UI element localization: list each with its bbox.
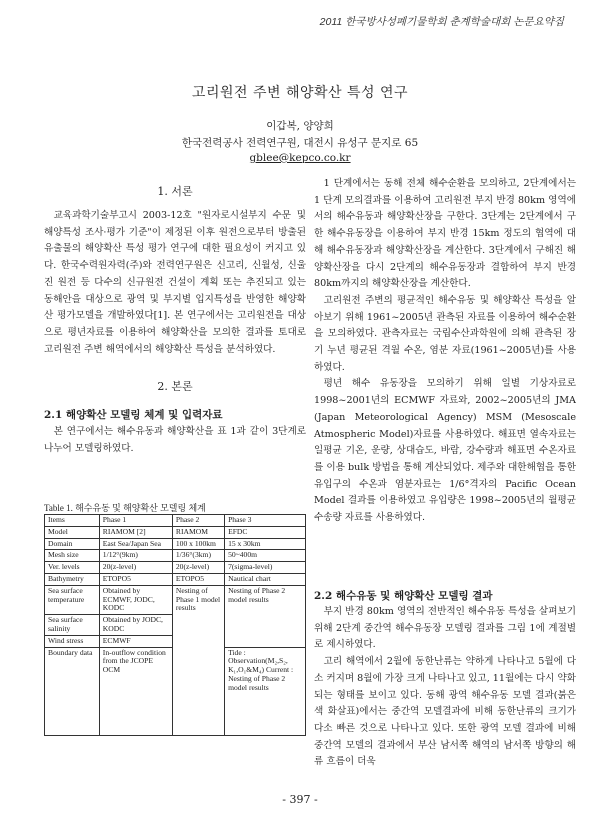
- table-cell: ETOPO5: [172, 573, 224, 585]
- section-2-2-heading: 2.2 해수유동 및 해양확산 모델링 결과: [314, 590, 493, 602]
- table-cell-merged: Nesting of Phase 1 model results: [172, 585, 224, 735]
- table-cell: Domain: [45, 538, 100, 550]
- table-cell: 1/36°(3km): [172, 550, 224, 562]
- table-row: [45, 538, 306, 550]
- table-row: [45, 550, 306, 562]
- table-cell: 1/12°(9km): [99, 550, 172, 562]
- table-cell: Bathymetry: [45, 573, 100, 585]
- section-1-heading: 1. 서론: [157, 185, 193, 198]
- table-cell: Phase 1: [99, 515, 172, 527]
- table-cell: Nautical chart: [225, 573, 306, 585]
- table-cell: 15 x 30km: [225, 538, 306, 550]
- section-2-1-body: [44, 424, 306, 457]
- table-cell: Boundary data: [45, 647, 100, 735]
- table-cell: 7(sigma-level): [225, 562, 306, 574]
- table-cell: ECMWF: [99, 635, 172, 647]
- section-2-2-body: [314, 604, 576, 771]
- conference-header: 2011 한국방사성폐기물학회 춘계학술대회 논문요약집: [319, 16, 564, 28]
- table-row: [45, 585, 306, 614]
- modeling-table: [44, 514, 306, 736]
- table-cell: Phase 2: [172, 515, 224, 527]
- table-cell: Sea surface salinity: [45, 615, 100, 636]
- table-row: [45, 562, 306, 574]
- page-number: - 397 -: [282, 793, 318, 806]
- table-cell: East Sea/Japan Sea: [99, 538, 172, 550]
- table-cell: ETOPO5: [99, 573, 172, 585]
- right-column-body: [314, 176, 576, 527]
- table-cell: RIAMOM [2]: [99, 526, 172, 538]
- table-cell: 100 x 100km: [172, 538, 224, 550]
- table-row: [45, 573, 306, 585]
- table-cell: 20(z-level): [99, 562, 172, 574]
- section-2-heading: 2. 본론: [157, 380, 193, 393]
- affiliation: 한국전력공사 전력연구원, 대전시 유성구 문지로 65: [181, 137, 419, 149]
- table-cell: Phase 3: [225, 515, 306, 527]
- author-email[interactable]: gblee@kepco.co.kr: [249, 152, 351, 164]
- section-2-1-heading: 2.1 해양확산 모델링 체계 및 입력자료: [44, 409, 223, 421]
- table-header-row: [45, 515, 306, 527]
- intro-paragraph: 교육과학기술부고시 2003-12호 "원자로시설부지 수문 및 해양특성 조사·평가 기준"이 제정된 이후 원전으로부터 방출된 유출물의 해양확산 특성 평가 연구에 대한 필요성이 커지고 있다. 한국수력원자력(주)와 전력연구원은 신고리, 신월성, 신울진 원전 등 다수의 신규원전 건설이 계획 또는 추진되고 있는 동해안을 대상으로 광역 및 부지별 입지특성을 반영한 해양확산 평가모델을 개발하였다[1]. 본 연구에서는 고리원전을 대상으로 평년자료를 이용하여 해양확산을 모의한 결과를 토대로 고리원전 주변 해역에서의 해양확산 특성을 분석하였다.: [44, 210, 306, 355]
- table-caption: Table 1. 해수유동 및 해양확산 모델링 체계: [44, 503, 206, 513]
- authors: 이갑복, 양양희: [266, 120, 334, 132]
- table-cell: In-outflow condition from the JCOPE OCM: [99, 647, 172, 735]
- table-cell: Tide : Observation(M₂,S₂, K₁,O₁&M₄) Current : Nesting of Phase 2 model results: [225, 647, 306, 735]
- table-cell: 50~400m: [225, 550, 306, 562]
- table-cell-merged: Nesting of Phase 2 model results: [225, 585, 306, 647]
- table-cell: Ver. levels: [45, 562, 100, 574]
- paragraph: 고리원전 주변의 평균적인 해수유동 및 해양확산 특성을 알아보기 위해 1961~2005년 관측된 자료를 이용하여 해수순환을 모의하였다. 관측자료는 국립수산과학원에 의해 관측된 장기 누년 평균된 격월 수온, 염분 자료(1961~2005년)를 사용하였다.: [314, 294, 576, 373]
- paragraph: 부지 반경 80km 영역의 전반적인 해수유동 특성을 살펴보기 위해 2단계 중간역 해수유동장 모델링 결과를 그림 1에 계절별로 제시하였다.: [314, 606, 576, 651]
- table-cell: Model: [45, 526, 100, 538]
- intro-column: [44, 208, 306, 358]
- table-row: [45, 526, 306, 538]
- table-cell: Wind stress: [45, 635, 100, 647]
- paragraph: 평년 해수 유동장을 모의하기 위해 일별 기상자료로 1998~2001년의 ECMWF 자료와, 2002~2005년의 JMA (Japan Meteorological Agency) MSM (Mesoscale Atmospheric Model)자료를 사용하였다. 해표면 열속자료는 일평균 기온, 운량, 상대습도, 바람, 강수량과 해표면 수온자료를 이용 bulk 방법을 통해 계산되었다. 제주와 대한해협을 통한 유입구의 수온과 염분자료는 1/6°격자의 Pacific Ocean Model 결과를 이용하였고 유입량은 1998~2005년의 월평균 수송량 자료를 사용하였다.: [314, 378, 576, 524]
- table-cell: RIAMOM: [172, 526, 224, 538]
- table-cell: Sea surface temperature: [45, 585, 100, 614]
- paper-title: 고리원전 주변 해양확산 특성 연구: [191, 85, 409, 101]
- table-cell: Obtained by ECMWF, JODC, KODC: [99, 585, 172, 614]
- paragraph: 1 단계에서는 동해 전체 해수순환을 모의하고, 2단계에서는 1 단계 모의결과를 이용하여 고리원전 부지 반경 80km 영역에서의 해수유동과 해양확산장을 구한다. 3단계는 2단계에서 구한 해수유동장을 이용하여 부지 반경 15km 정도의 협역에 대해 해수유동장과 해양확산장을 계산한다. 3단계에서 구해진 해양확산장을 다시 2단계의 해수유동장과 결합하여 부지 반경 80km까지의 해양확산장을 계산한다.: [314, 178, 576, 290]
- table-cell: Obtained by JODC, KODC: [99, 615, 172, 636]
- paragraph: 고리 해역에서 2월에 동한난류는 약하게 나타나고 5월에 다소 커지며 8월에 가장 크게 나타나고 있고, 11월에는 다시 약화되는 형태를 보이고 있다. 동해 광역 해수유동 모델 결과(붉은색 화살표)에서는 중간역 모델결과에 비해 동한난류의 크기가 다소 빠른 것으로 나타나고 있다. 또한 광역 모델 결과에 비해 중간역 모델의 결과에서 부산 남서쪽 해역의 남서쪽 방향의 해류 흐름이 더욱: [314, 656, 576, 768]
- table-cell: Mesh size: [45, 550, 100, 562]
- table-cell: 20(z-level): [172, 562, 224, 574]
- table-cell: Items: [45, 515, 100, 527]
- table-cell: EFDC: [225, 526, 306, 538]
- section-2-1-paragraph: 본 연구에서는 해수유동과 해양확산을 표 1과 같이 3단계로 나누어 모델링하였다.: [44, 426, 306, 454]
